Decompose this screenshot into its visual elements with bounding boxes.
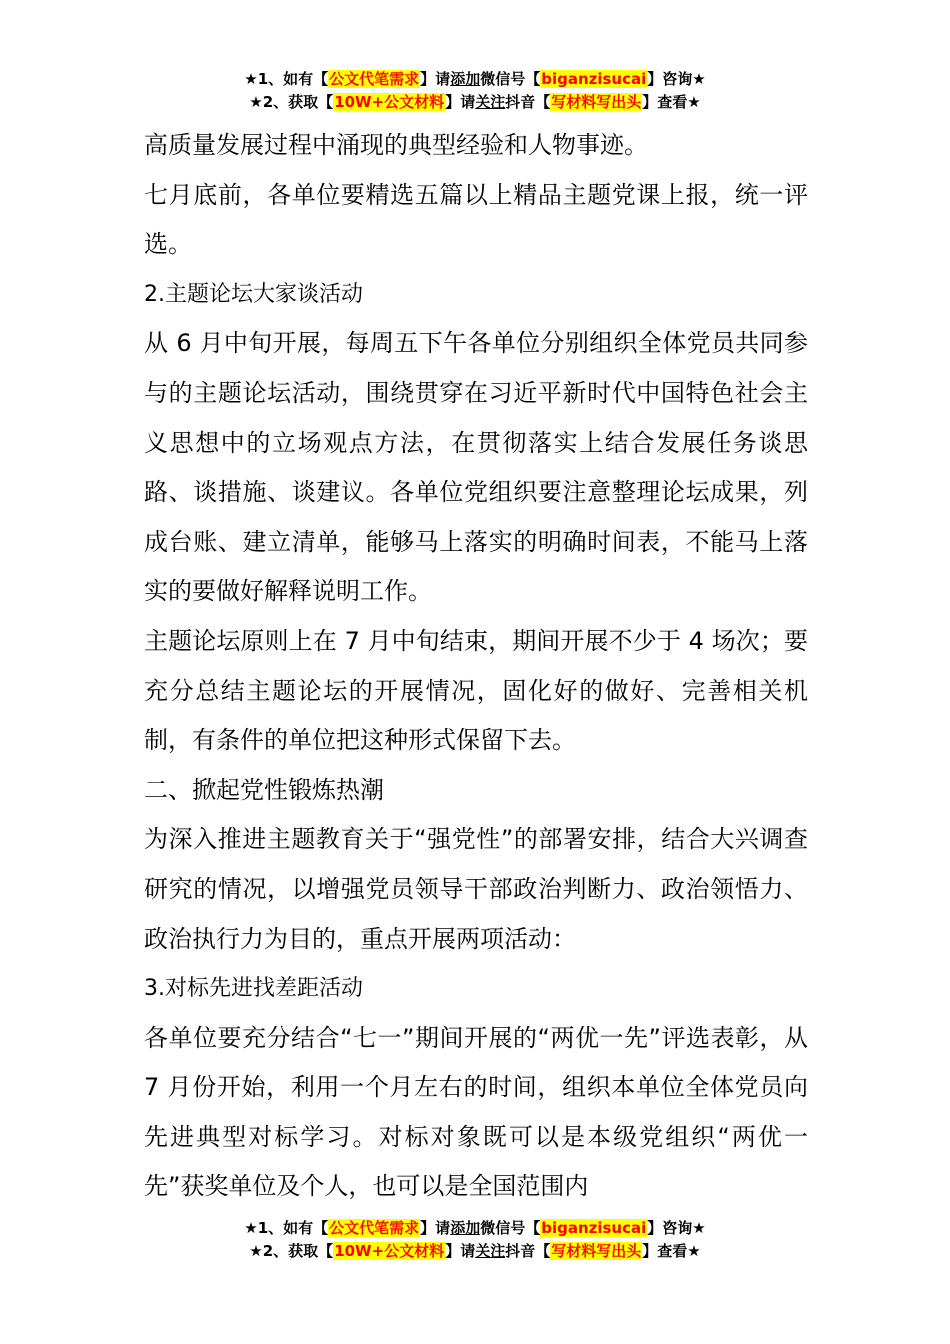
underlined-text: 添加 [450, 70, 481, 88]
banner-line-1 [0, 68, 950, 91]
banner-text: 】请 [420, 1219, 451, 1237]
banner-line-2 [0, 91, 950, 114]
banner-text: 】咨询★ [647, 1219, 706, 1237]
douyin-id: 写材料写出头 [551, 93, 642, 111]
banner-text: 】请 [445, 1242, 476, 1260]
underlined-text: 关注 [475, 1242, 506, 1260]
douyin-id: 写材料写出头 [551, 1242, 642, 1260]
banner-line-2 [0, 1240, 950, 1263]
banner-text: 】查看★ [642, 1242, 701, 1260]
banner-text: ★1、如有【 [244, 70, 329, 88]
banner-text: 】请 [445, 93, 476, 111]
banner-line-1 [0, 1217, 950, 1240]
banner-text: 微信号【 [480, 70, 541, 88]
document-body [144, 121, 808, 1212]
header-banner [0, 68, 950, 114]
footer-banner [0, 1217, 950, 1263]
section-heading: 2.主题论坛大家谈活动 [144, 281, 363, 307]
banner-text: ★1、如有【 [244, 1219, 329, 1237]
highlight-text: 10W+公文材料 [334, 93, 445, 111]
banner-text: 】请 [420, 70, 451, 88]
underlined-text: 添加 [450, 1219, 481, 1237]
paragraph: 七月底前，各单位要精选五篇以上精品主题党课上报，统一评选。 [144, 180, 808, 259]
banner-text: 抖音【 [505, 1242, 551, 1260]
section-heading: 3.对标先进找差距活动 [144, 976, 363, 1002]
banner-text: 微信号【 [480, 1219, 541, 1237]
underlined-text: 关注 [475, 93, 506, 111]
paragraph: 为深入推进主题教育关于“强党性”的部署安排，结合大兴调查研究的情况，以增强党员领导干部政治判断力、政治领悟力、政治执行力为目的，重点开展两项活动： [144, 825, 808, 953]
banner-text: ★2、获取【 [249, 1242, 334, 1260]
paragraph: 从 6 月中旬开展，每周五下午各单位分别组织全体党员共同参与的主题论坛活动，围绕贯穿在习近平新时代中国特色社会主义思想中的立场观点方法，在贯彻落实上结合发展任务谈思路、谈措施、谈建议。各单位党组织要注意整理论坛成果，列成台账、建立清单，能够马上落实的明确时间表，不能马上落实的要做好解释说明工作。 [144, 329, 808, 606]
wechat-id: biganzisucai [541, 1219, 647, 1237]
paragraph: 高质量发展过程中涌现的典型经验和人物事迹。 [144, 131, 648, 159]
wechat-id: biganzisucai [541, 70, 647, 88]
paragraph: 主题论坛原则上在 7 月中旬结束，期间开展不少于 4 场次；要充分总结主题论坛的开展情况，固化好的做好、完善相关机制，有条件的单位把这种形式保留下去。 [144, 626, 808, 755]
banner-text: 】查看★ [642, 93, 701, 111]
highlight-text: 10W+公文材料 [334, 1242, 445, 1260]
section-heading: 二、掀起党性锻炼热潮 [144, 775, 384, 804]
paragraph: 各单位要充分结合“七一”期间开展的“两优一先”评选表彰，从 7 月份开始，利用一个月左右的时间，组织本单位全体党员向先进典型对标学习。对标对象既可以是本级党组织“两优一先”获奖单位及个人，也可以是全国范围内 [144, 1023, 808, 1201]
banner-text: 】咨询★ [647, 70, 706, 88]
highlight-text: 公文代笔需求 [329, 70, 420, 88]
highlight-text: 公文代笔需求 [329, 1219, 420, 1237]
banner-text: 抖音【 [505, 93, 551, 111]
banner-text: ★2、获取【 [249, 93, 334, 111]
